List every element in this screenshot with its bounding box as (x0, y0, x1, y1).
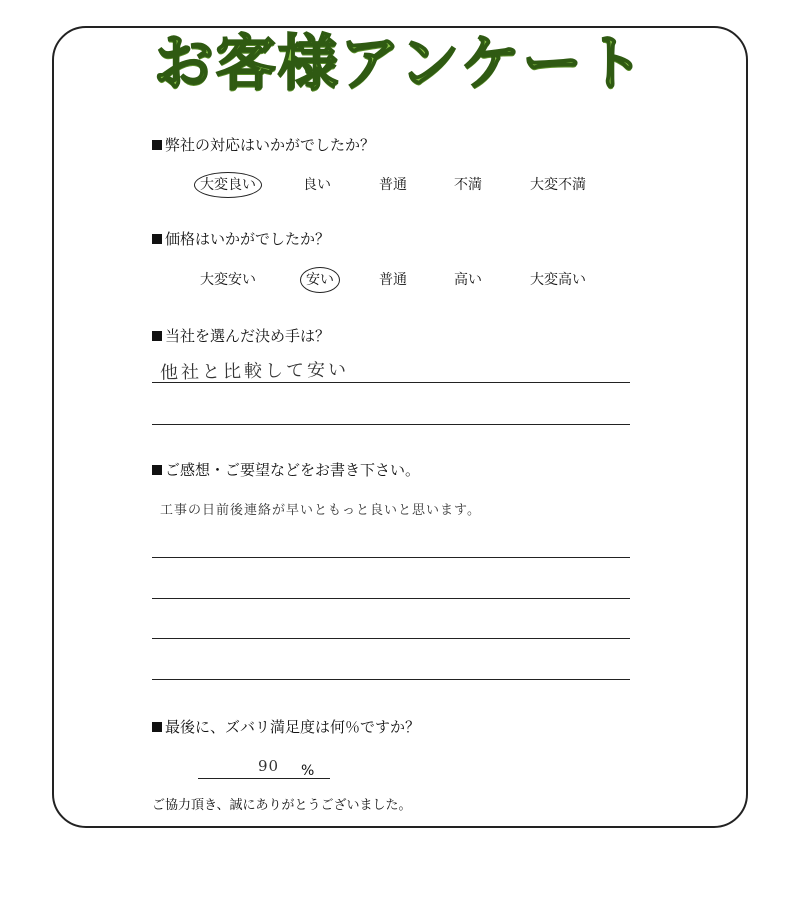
question-5-label: 最後に、ズバリ満足度は何％ですか？ (165, 718, 421, 736)
answer-line (152, 638, 630, 639)
square-bullet-icon (152, 465, 162, 475)
square-bullet-icon (152, 140, 162, 150)
q1-option-3[interactable]: 普通 (379, 177, 407, 193)
percent-unit: % (301, 763, 315, 779)
closing-message: ご協力頂き、誠にありがとうございました。 (152, 798, 412, 813)
question-4 (152, 463, 420, 478)
satisfaction-value: 90 (258, 757, 280, 775)
square-bullet-icon (152, 331, 162, 341)
question-1-label: 弊社の対応はいかがでしたか？ (165, 136, 376, 154)
answer-line (152, 424, 630, 425)
q1-option-5[interactable]: 大変不満 (530, 177, 586, 193)
question-2-label: 価格はいかがでしたか？ (165, 230, 331, 248)
question-3-label: 当社を選んだ決め手は？ (165, 327, 331, 345)
q2-option-5[interactable]: 大変高い (530, 272, 586, 288)
q2-option-1[interactable]: 大変安い (200, 272, 256, 288)
square-bullet-icon (152, 234, 162, 244)
answer-line (152, 598, 630, 599)
q2-option-3[interactable]: 普通 (379, 272, 407, 288)
q3-handwritten-answer: 他社と比較して安い (159, 359, 350, 384)
survey-title: お客様アンケート (153, 29, 647, 99)
q2-option-4[interactable]: 高い (454, 272, 482, 288)
q4-handwritten-answer: 工事の日前後連絡が早いともっと良いと思います。 (160, 503, 481, 518)
question-4-label: ご感想・ご要望などをお書き下さい。 (165, 461, 421, 479)
q1-option-1[interactable]: 大変良い (200, 177, 256, 193)
question-3 (152, 329, 330, 344)
question-1 (152, 138, 375, 153)
answer-line (152, 679, 630, 680)
q1-option-4[interactable]: 不満 (454, 177, 482, 193)
q1-option-2[interactable]: 良い (303, 177, 331, 193)
percent-answer-line (198, 778, 330, 779)
square-bullet-icon (152, 722, 162, 732)
question-2 (152, 232, 330, 247)
q2-option-2[interactable]: 安い (306, 272, 334, 288)
answer-line (152, 382, 630, 383)
answer-line (152, 557, 630, 558)
question-5 (152, 720, 420, 735)
